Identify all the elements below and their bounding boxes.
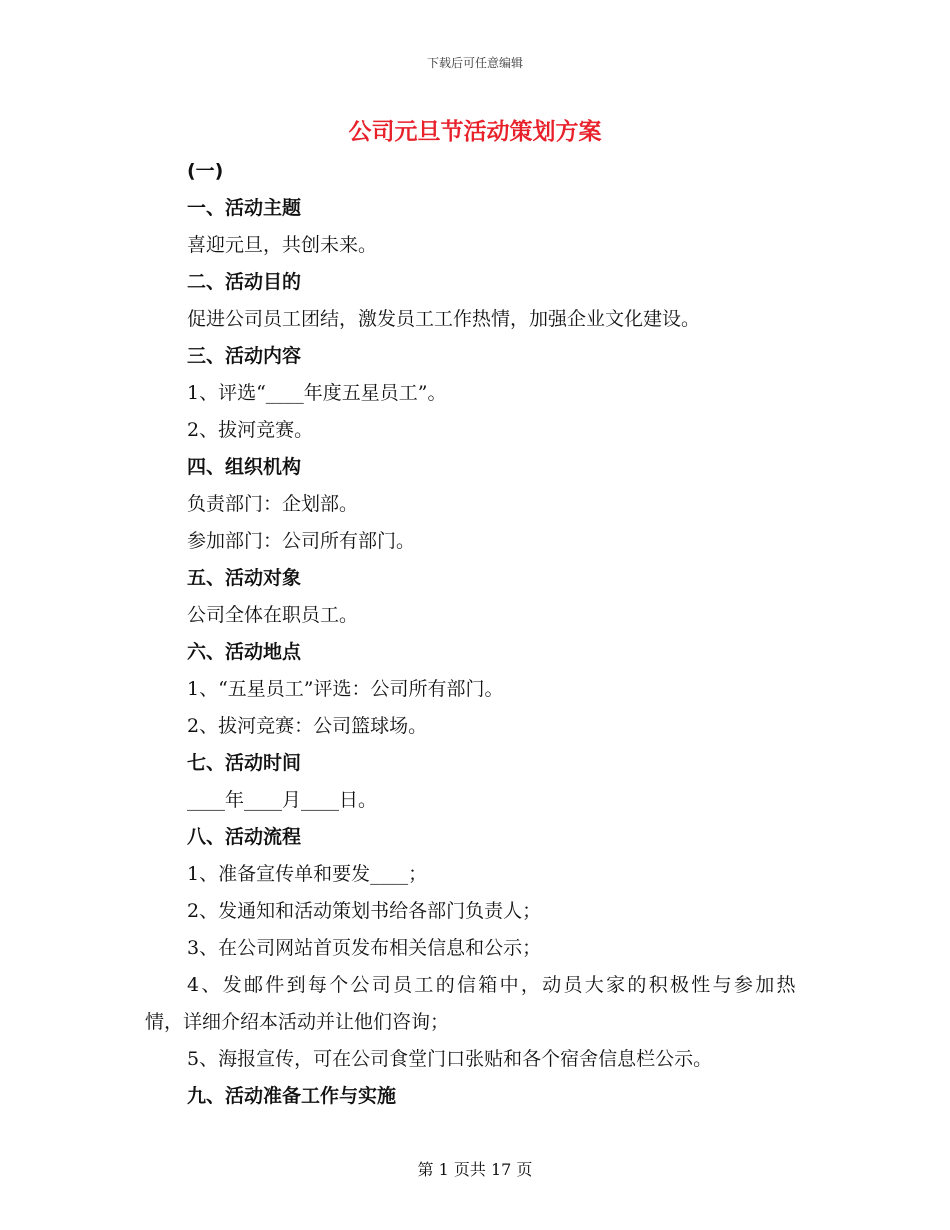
body-paragraph: 参加部门：公司所有部门。 [187,530,416,552]
body-paragraph: 负责部门：企划部。 [187,493,359,515]
section-heading: 八、活动流程 [187,826,302,848]
section-heading: 三、活动内容 [187,345,302,367]
body-paragraph: 2、发通知和活动策划书给各部门负责人； [187,900,542,922]
body-paragraph: ____年____月____日。 [187,789,378,811]
body-paragraph: 4、发邮件到每个公司员工的信箱中，动员大家的积极性与参加热 [187,974,798,996]
section-heading: 六、活动地点 [187,641,302,663]
body-paragraph: 1、评选“____年度五星员工”。 [187,382,447,404]
section-heading: 一、活动主题 [187,197,302,219]
section-heading: 七、活动时间 [187,752,302,774]
header-note: 下载后可任意编辑 [426,56,523,70]
section-heading: 二、活动目的 [187,271,302,293]
body-paragraph: 公司全体在职员工。 [187,604,359,626]
document-body [145,153,825,1115]
body-paragraph: 2、拔河竞赛。 [187,419,314,441]
section-heading: (一) [187,160,224,182]
body-paragraph: 5、海报宣传，可在公司食堂门口张贴和各个宿舍信息栏公示。 [187,1048,713,1070]
section-heading: 五、活动对象 [187,567,302,589]
body-paragraph: 2、拔河竞赛：公司篮球场。 [187,715,428,737]
body-paragraph: 3、在公司网站首页发布相关信息和公示； [187,937,542,959]
body-paragraph: 1、准备宣传单和要发____； [187,863,428,885]
body-paragraph: 促进公司员工团结，激发员工工作热情，加强企业文化建设。 [187,308,701,330]
section-heading: 九、活动准备工作与实施 [187,1085,397,1107]
body-paragraph: 情，详细介绍本活动并让他们咨询； [145,1011,450,1033]
section-heading: 四、组织机构 [187,456,302,478]
body-paragraph: 喜迎元旦，共创未来。 [187,234,378,256]
body-paragraph: 1、“五星员工”评选：公司所有部门。 [187,678,504,700]
document-title: 公司元旦节活动策划方案 [348,119,602,145]
page-footer: 第 1 页共 17 页 [417,1160,533,1179]
